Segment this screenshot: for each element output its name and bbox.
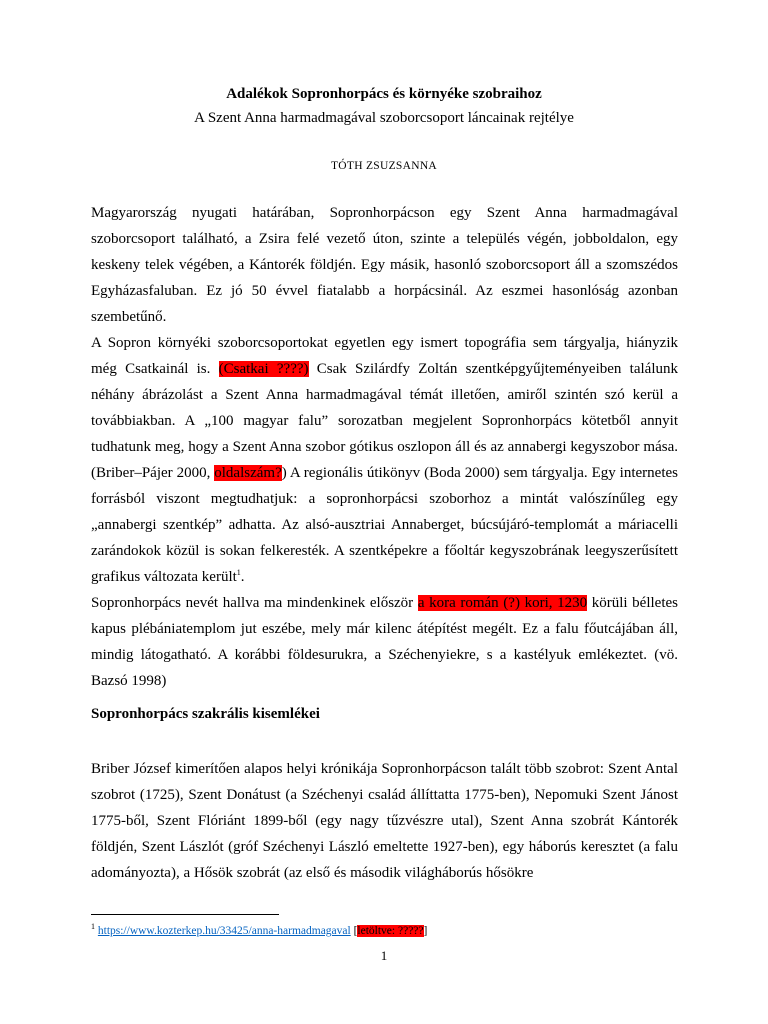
document-title: Adalékok Sopronhorpács és környéke szobraihoz	[226, 86, 542, 102]
highlight-kora-roman: a kora román (?) kori, 1230	[417, 595, 588, 611]
footnote-highlight: letöltve: ?????	[357, 924, 424, 937]
footnote-link[interactable]: https://www.kozterkep.hu/33425/anna-harmadmagaval	[97, 924, 351, 937]
footnote-bracket-close: ]	[423, 924, 428, 937]
paragraph-3	[91, 590, 678, 694]
paragraph-1: Magyarország nyugati határában, Sopronhorpácson egy Szent Anna harmadmagával szoborcsoport található, a Zsira felé vezető úton, szinte a település végén, jobboldalon, egy keskeny telek végében, a Kántorék földjén. Egy másik, hasonló szoborcsoport áll a szomszédos Egyházasfaluban. Ez jó 50 évvel fiatalabb a horpácsinál. Az eszmei hasonlóság azonban szembetűnő.	[91, 205, 678, 325]
footnote	[91, 922, 427, 937]
highlight-oldalszam: oldalszám?	[214, 465, 282, 481]
footnote-bracket-open: [	[350, 924, 358, 937]
paragraph-2-text-b: Csak Szilárdfy Zoltán szentképgyűjteményeiben találunk néhány ábrázolást a Szent Anna harmadmagával témát illetően, amiről szintén szó kerül a továbbiakban. A „100 magyar falu” sorozatban megjelent Sopronhorpács kötetből annyit tudhatunk meg, hogy a Szent Anna szobor gótikus oszlopon áll és az annabergi kegyszobor mása. (Briber–Pájer 2000,	[91, 361, 678, 481]
footnote-separator	[91, 914, 279, 915]
paragraph-3-text-a: Sopronhorpács nevét hallva ma mindenkinek először	[91, 595, 418, 611]
paragraph-2-text-c: ) A regionális útikönyv (Boda 2000) sem tárgyalja. Egy internetes forrásból viszont megtudhatjuk: a sopronhorpácsi szoborhoz a mintát valószínűleg egy „annabergi szentkép” adhatta. Az alsó-ausztriai Annaberget, búcsújáró-templomát a máriacelli zarándokok közül is sokan felkeresték. A szentképekre a főoltár kegyszobrának leegyszerűsített grafikus változata került	[91, 465, 678, 585]
paragraph-2-text-d: .	[240, 569, 245, 585]
footnote-ref[interactable]: 1	[236, 568, 241, 577]
paragraph-3-text-b: körüli bélletes kapus plébániatemplom jut eszébe, mely már kilenc átépítést megélt. Ez a falu főutcájában áll, mindig látogatható. A korábbi földesurukra, a Széchenyiekre, s a kastélyuk emlékeztet. (vö. Bazsó 1998)	[91, 595, 678, 689]
paragraph-4: Briber József kimerítően alapos helyi krónikája Sopronhorpácson talált több szobrot: Szent Antal szobrot (1725), Szent Donátust (a Széchenyi család állíttatta 1775-ben), Nepomuki Szent Jánost 1775-ből, Szent Flóriánt 1899-ből (egy nagy tűzvészre utal), Szent Anna szobrát Kántorék földjén, Szent Lászlót (gróf Széchenyi László emeltette 1927-ben), egy háborús keresztet (a falu adományozta), a Hősök szobrát (az első és második világháborús hősökre	[91, 761, 678, 881]
section-heading: Sopronhorpács szakrális kisemlékei	[91, 706, 320, 722]
paragraph-2	[91, 330, 678, 590]
section-body	[91, 756, 678, 886]
highlight-csatkai: (Csatkai ????)	[218, 361, 309, 377]
page-number: 1	[380, 948, 388, 963]
paragraph-2-text-a: A Sopron környéki szoborcsoportokat egyetlen egy ismert topográfia sem tárgyalja, hiányzik még Csatkainál is.	[91, 335, 678, 377]
document-subtitle: A Szent Anna harmadmagával szoborcsoport láncainak rejtélye	[194, 110, 574, 126]
intro-section	[91, 200, 678, 694]
author-name: TÓTH ZSUZSANNA	[330, 160, 438, 172]
footnote-number: 1	[91, 922, 95, 931]
